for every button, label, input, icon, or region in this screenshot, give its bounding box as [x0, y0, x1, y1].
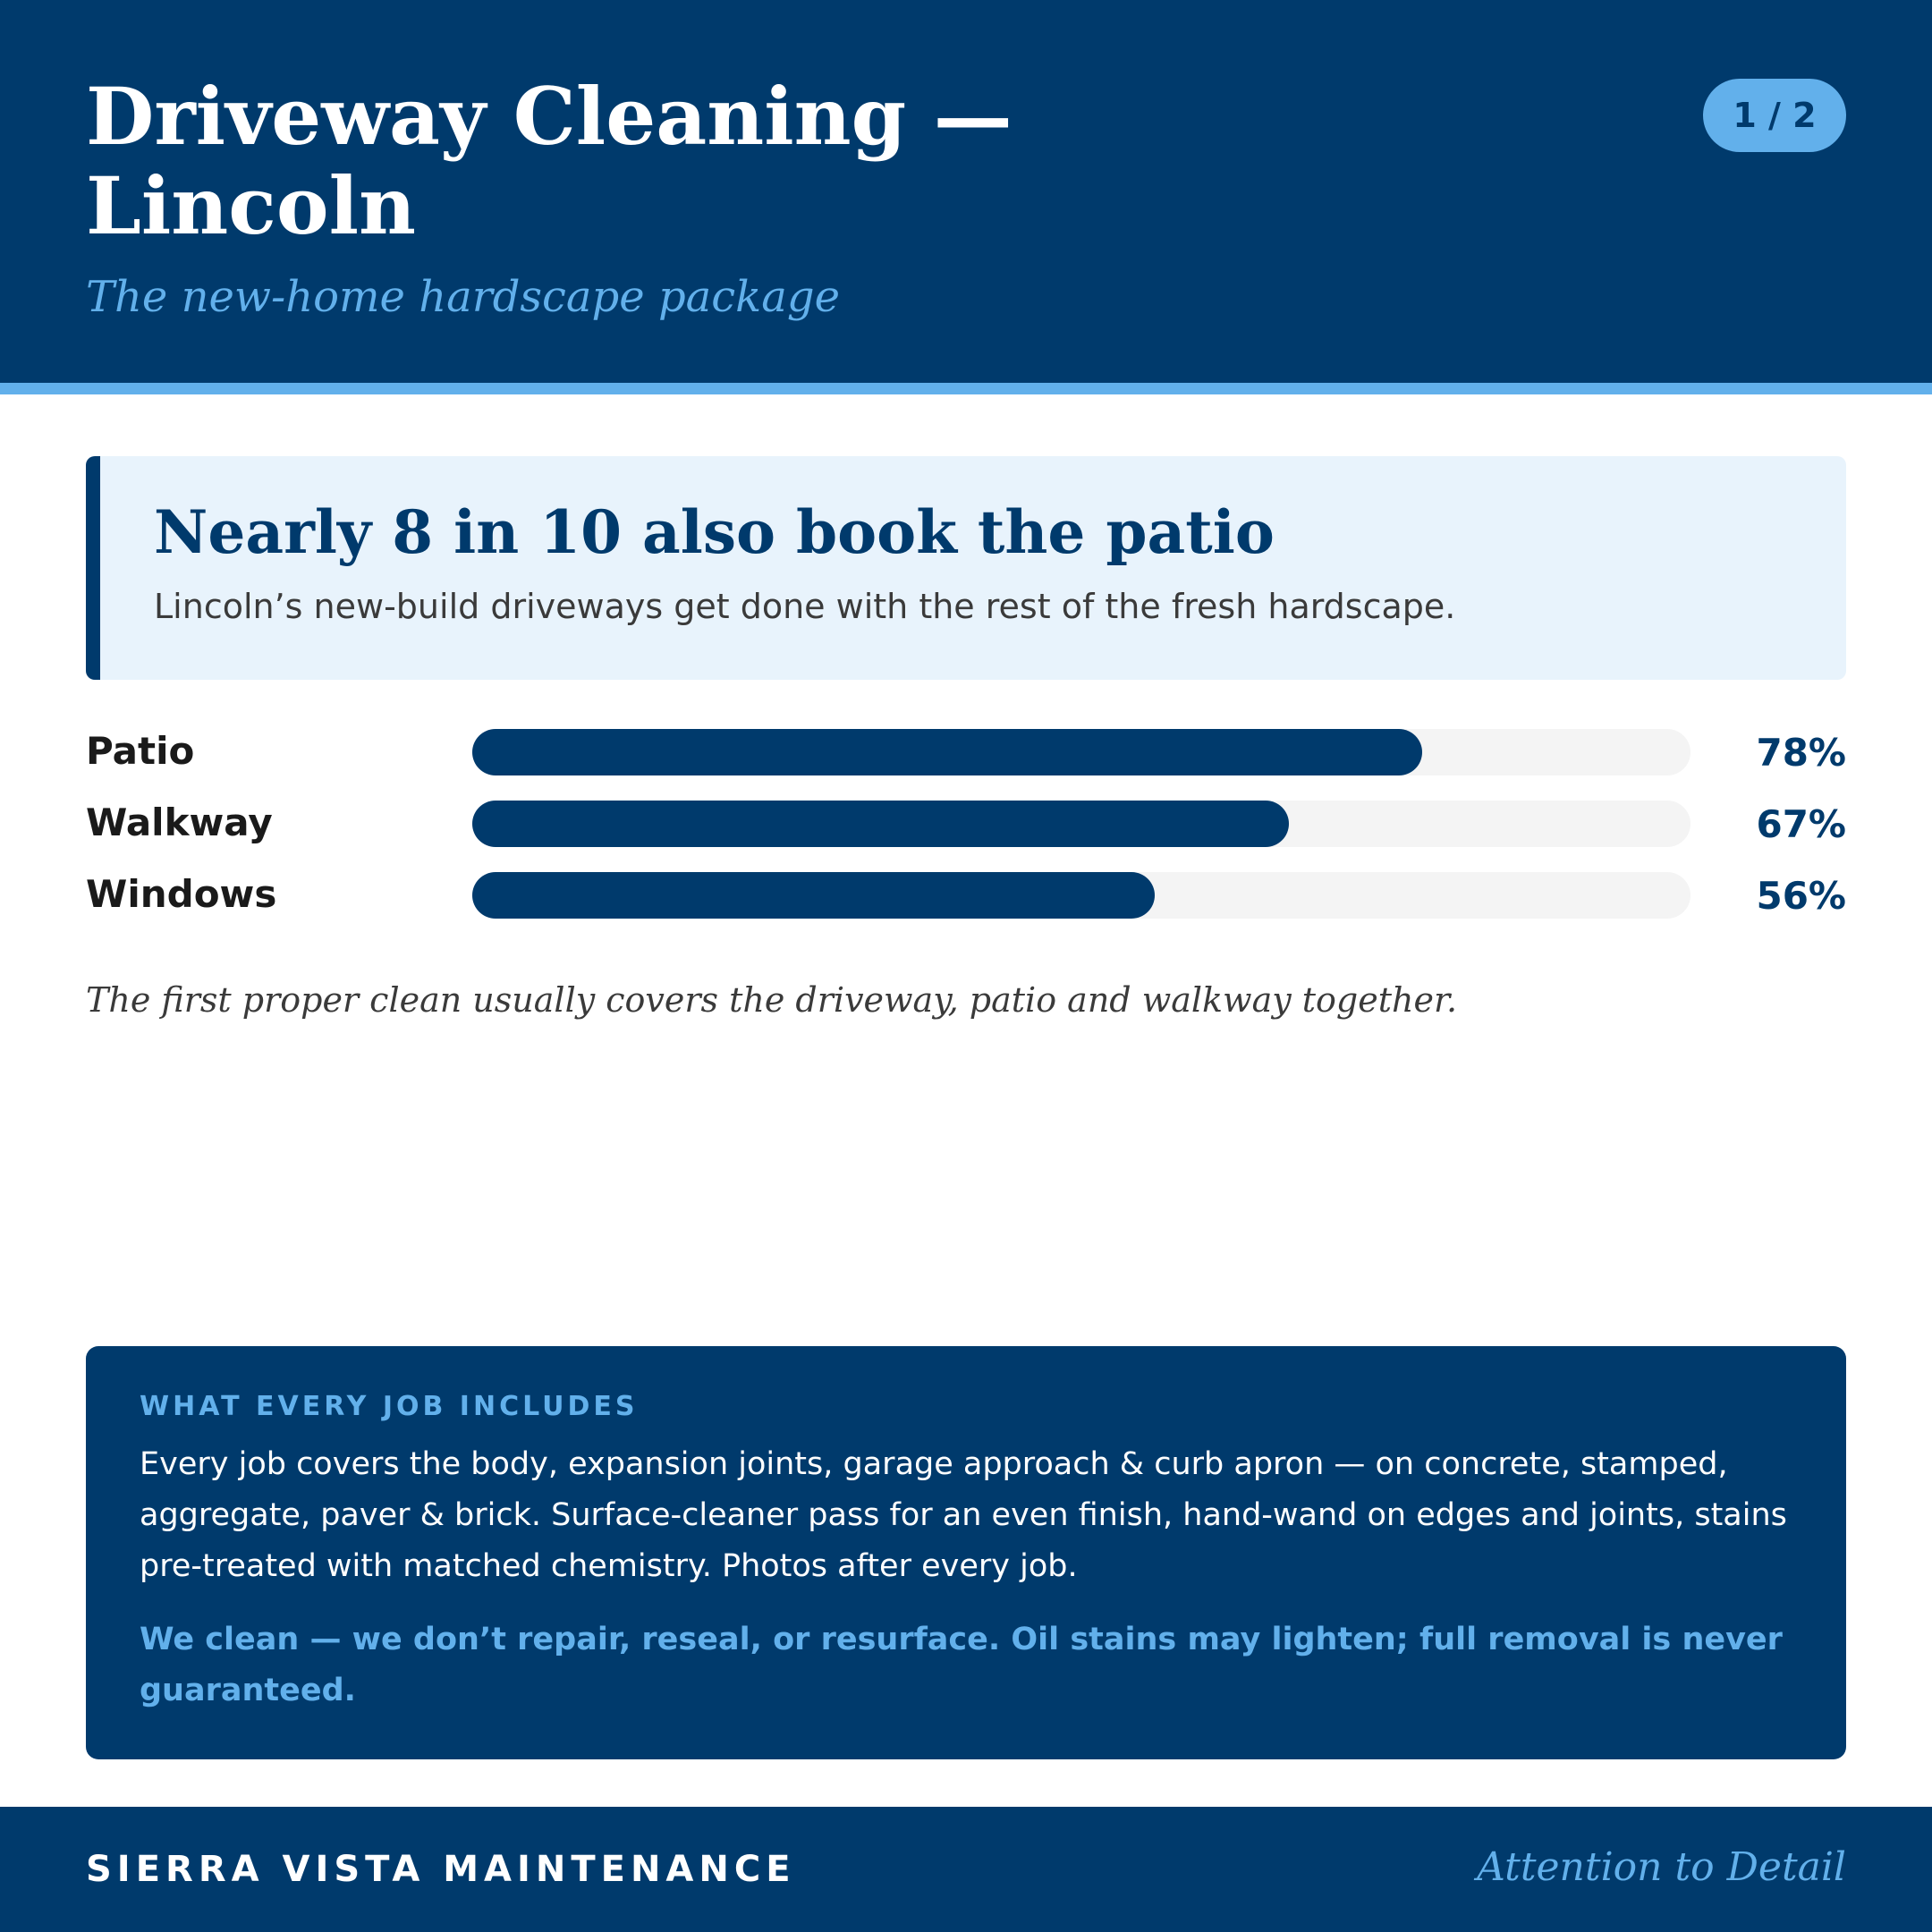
brand-name: SIERRA VISTA MAINTENANCE: [86, 1849, 796, 1890]
info-panel: [86, 1346, 1846, 1759]
bar-category-label: Patio: [86, 729, 195, 773]
bar-category-label: Walkway: [86, 801, 273, 844]
callout-box: [86, 456, 1846, 680]
bar-fill: [472, 729, 1422, 775]
info-disclaimer: We clean — we don’t repair, reseal, or resurface. Oil stains may lighten; full removal is never guaranteed.: [140, 1622, 1783, 1708]
callout-accent-bar: [86, 456, 100, 680]
callout-text: Lincoln’s new-build driveways get done with the rest of the fresh hardscape.: [154, 587, 1456, 626]
bar-category-label: Windows: [86, 872, 277, 916]
bar-value-label: 67%: [1756, 802, 1846, 846]
bar-row: [86, 726, 1846, 776]
bar-track: [472, 872, 1690, 919]
bar-row: [86, 869, 1846, 919]
bar-track: [472, 801, 1690, 847]
page-subtitle: The new-home hardscape package: [86, 272, 840, 322]
footer: [0, 1807, 1932, 1932]
bar-row: [86, 798, 1846, 848]
chart-note: The first proper clean usually covers the driveway, patio and walkway together.: [86, 980, 1458, 1020]
callout-headline: Nearly 8 in 10 also book the patio: [154, 497, 1275, 567]
bar-fill: [472, 801, 1289, 847]
brand-tagline: Attention to Detail: [1477, 1844, 1846, 1890]
header: [0, 0, 1932, 383]
page-indicator-badge: 1 / 2: [1703, 79, 1846, 152]
bar-track: [472, 729, 1690, 775]
bar-value-label: 56%: [1756, 874, 1846, 918]
header-divider: [0, 383, 1932, 394]
info-heading: WHAT EVERY JOB INCLUDES: [140, 1391, 639, 1422]
page-title: Driveway Cleaning — Lincoln: [86, 70, 1013, 252]
bar-value-label: 78%: [1756, 731, 1846, 775]
info-body: Every job covers the body, expansion joints, garage approach & curb apron — on concrete, stamped, aggregate, paver & brick. Surface-cleaner pass for an even finish, hand-wand on edges and joints, stains pre-treated with matched chemistry. Photos after every job.: [140, 1446, 1787, 1584]
bar-fill: [472, 872, 1155, 919]
